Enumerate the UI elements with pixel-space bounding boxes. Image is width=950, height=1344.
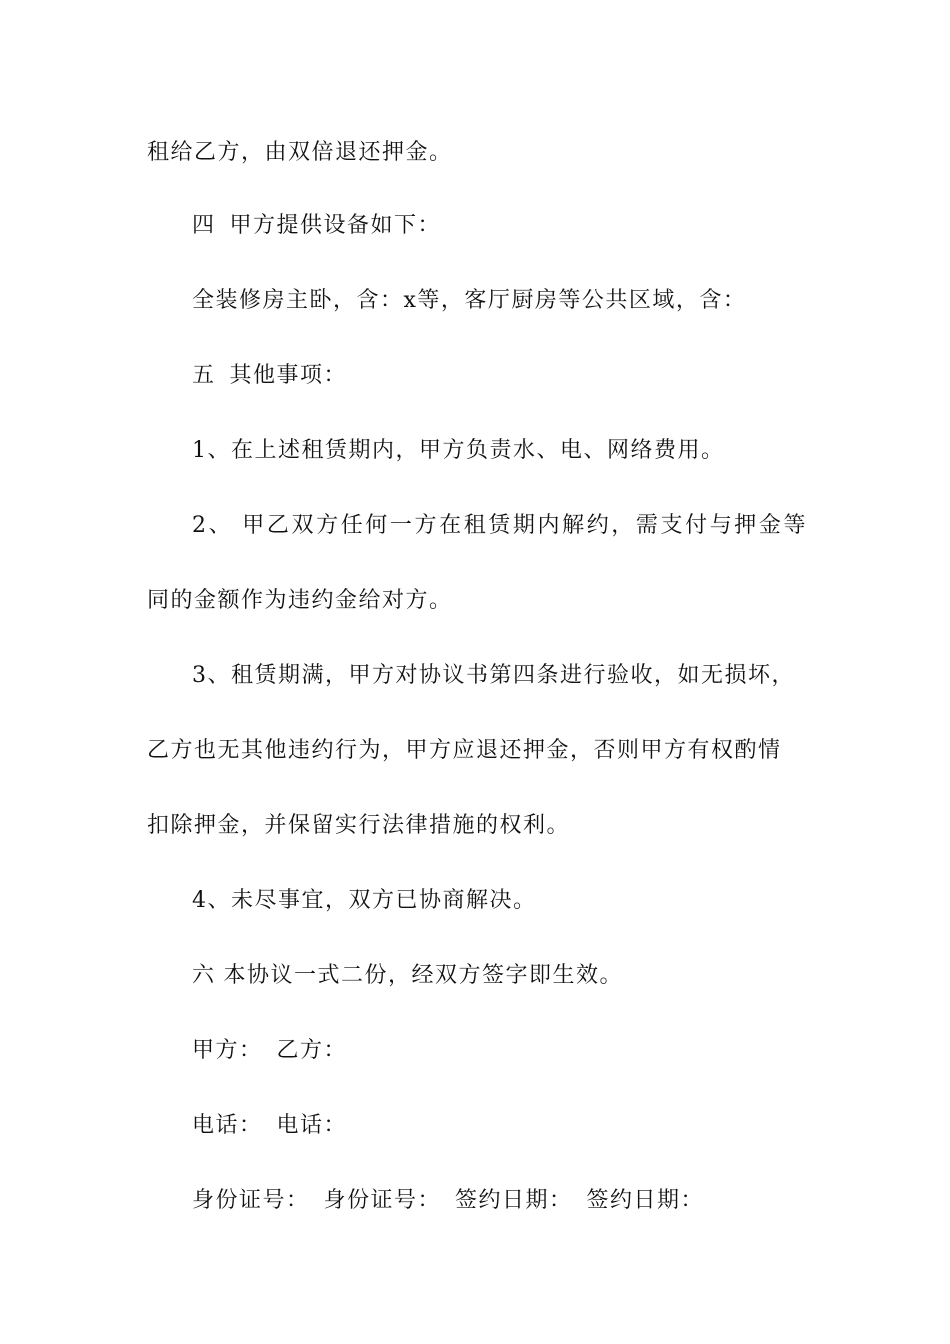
party-a-label: 甲方： <box>192 1038 263 1063</box>
paragraph-line <box>147 138 807 168</box>
party-b-label: 乙方： <box>276 1038 348 1063</box>
text-run: 同的金额作为违约金给对方。 <box>147 588 453 613</box>
paragraph-line <box>147 736 807 766</box>
text-run: 乙方也无其他违约行为，甲方应退还押金，否则甲方有权酌情 <box>147 738 782 763</box>
signature-line <box>192 1186 807 1216</box>
paragraph-line <box>192 886 807 916</box>
party-a-phone-label: 电话： <box>192 1113 263 1138</box>
section-heading <box>192 361 807 391</box>
signature-line <box>192 1111 807 1141</box>
section-title: 本协议一式二份，经双方签字即生效。 <box>223 963 624 988</box>
party-a-id-label: 身份证号： <box>192 1188 310 1213</box>
party-a-date-label: 签约日期： <box>455 1188 573 1213</box>
list-number: 2、 <box>192 513 234 538</box>
signature-line <box>192 1036 807 1066</box>
party-b-phone-label: 电话： <box>276 1113 348 1138</box>
text-run: 租给乙方，由双倍退还押金。 <box>147 140 453 165</box>
section-title: 甲方提供设备如下： <box>229 213 442 238</box>
text-run: 4、未尽事宜，双方已协商解决。 <box>192 888 537 913</box>
text-run: 3、租赁期满，甲方对协议书第四条进行验收，如无损坏， <box>192 663 795 688</box>
text-run: 1、在上述租赁期内，甲方负责水、电、网络费用。 <box>192 438 725 463</box>
section-heading <box>192 211 807 241</box>
paragraph-line <box>147 811 807 841</box>
party-b-id-label: 身份证号： <box>323 1188 442 1213</box>
paragraph-line <box>192 286 807 316</box>
section-number: 六 <box>192 963 216 988</box>
section-number: 五 <box>192 363 216 388</box>
section-title: 其他事项： <box>229 363 348 388</box>
section-heading <box>192 961 807 991</box>
paragraph-line <box>147 586 807 616</box>
paragraph-line <box>192 436 807 466</box>
text-run: 全装修房主卧，含：x等，客厅厨房等公共区域，含： <box>192 288 747 313</box>
paragraph-line <box>192 661 807 691</box>
text-run: 甲乙双方任何一方在租赁期内解约，需支付与押金等 <box>241 513 807 538</box>
party-b-date-label: 签约日期： <box>586 1188 705 1213</box>
section-number: 四 <box>192 213 216 238</box>
paragraph-line <box>192 511 807 541</box>
text-run: 扣除押金，并保留实行法律措施的权利。 <box>147 813 571 838</box>
